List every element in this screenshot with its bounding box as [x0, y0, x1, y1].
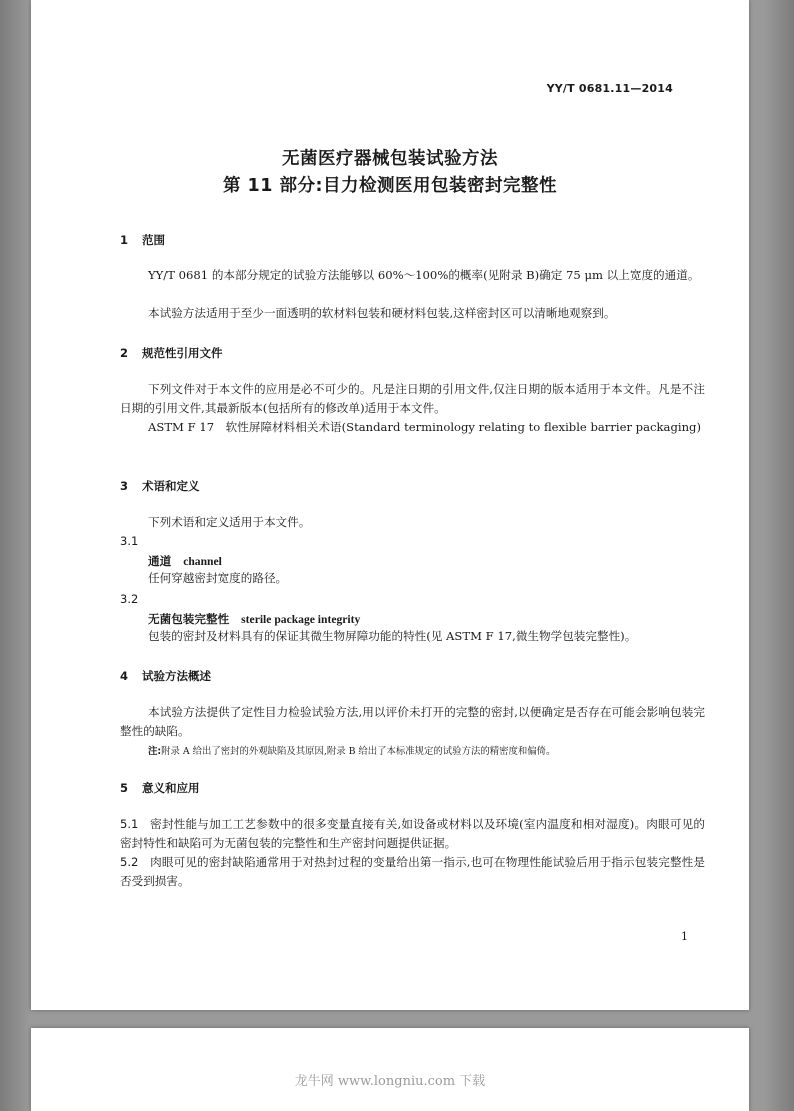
paragraph: 下列术语和定义适用于本文件。 [148, 515, 311, 529]
section-number: 2 [120, 346, 129, 360]
term-chinese: 通道 [148, 554, 172, 568]
term-definition: 任何穿越密封宽度的路径。 [148, 571, 288, 585]
section-heading-summary [120, 668, 211, 684]
paragraph: 本试验方法提供了定性目力检验试验方法,用以评价未打开的完整的密封,以便确定是否存在可能会影响包装完整性的缺陷。 [120, 705, 705, 738]
next-page [31, 1028, 749, 1111]
clause-number: 5.1 [120, 817, 139, 831]
document-title-line2: 第 11 部分:目力检测医用包装密封完整性 [222, 176, 558, 196]
note-text: 附录 A 给出了密封的外观缺陷及其原因,附录 B 给出了本标准规定的试验方法的精密度和偏倚。 [161, 746, 556, 757]
paragraph: YY/T 0681 的本部分规定的试验方法能够以 60%～100%的概率(见附录 B)确定 75 μm 以上宽度的通道。 [148, 268, 700, 282]
paragraph-reference: ASTM F 17 软性屏障材料相关术语(Standard terminology relating to flexible barrier packaging) [148, 420, 701, 434]
section-number: 4 [120, 669, 129, 683]
page-number: 1 [681, 930, 688, 943]
clause-number: 3.1 [120, 534, 139, 548]
section-title: 意义和应用 [142, 781, 200, 795]
section-title: 规范性引用文件 [142, 346, 223, 360]
section-title: 范围 [142, 233, 165, 247]
section-number: 3 [120, 479, 129, 493]
clause-number: 5.2 [120, 855, 139, 869]
term-english: sterile package integrity [241, 613, 361, 626]
clause [120, 815, 705, 853]
section-heading-terms [120, 478, 200, 494]
clause-number: 3.2 [120, 592, 139, 606]
section-heading-significance [120, 780, 200, 796]
clause-text: 肉眼可见的密封缺陷通常用于对热封过程的变量给出第一指示,也可在物理性能试验后用于指示包装完整性是否受到损害。 [120, 855, 705, 888]
document-page [31, 0, 749, 1010]
term-chinese: 无菌包装完整性 [148, 612, 230, 626]
section-heading-normative-references [120, 345, 223, 361]
clause-text: 密封性能与加工工艺参数中的很多变量直接有关,如设备或材料以及环境(室内温度和相对湿度)。肉眼可见的密封特性和缺陷可为无菌包装的完整性和生产密封问题提供证据。 [120, 817, 705, 850]
section-number: 5 [120, 781, 129, 795]
standard-code: YY/T 0681.11—2014 [546, 82, 673, 95]
download-watermark: 龙牛网 www.longniu.com 下载 [294, 1074, 486, 1089]
term-entry [148, 611, 360, 627]
clause [120, 853, 705, 891]
section-title: 试验方法概述 [142, 669, 211, 683]
term-definition: 包装的密封及材料具有的保证其微生物屏障功能的特性(见 ASTM F 17,微生物学包装完整性)。 [148, 629, 637, 643]
document-title-line1: 无菌医疗器械包装试验方法 [282, 149, 498, 169]
term-entry [148, 553, 222, 569]
term-english: channel [183, 555, 222, 568]
note-label: 注: [148, 746, 162, 757]
paragraph: 本试验方法适用于至少一面透明的软材料包装和硬材料包装,这样密封区可以清晰地观察到。 [148, 306, 616, 320]
section-title: 术语和定义 [142, 479, 200, 493]
paragraph: 下列文件对于本文件的应用是必不可少的。凡是注日期的引用文件,仅注日期的版本适用于本文件。凡是不注日期的引用文件,其最新版本(包括所有的修改单)适用于本文件。 [120, 382, 705, 415]
note [148, 743, 708, 757]
section-number: 1 [120, 233, 129, 247]
section-heading-scope [120, 232, 165, 248]
